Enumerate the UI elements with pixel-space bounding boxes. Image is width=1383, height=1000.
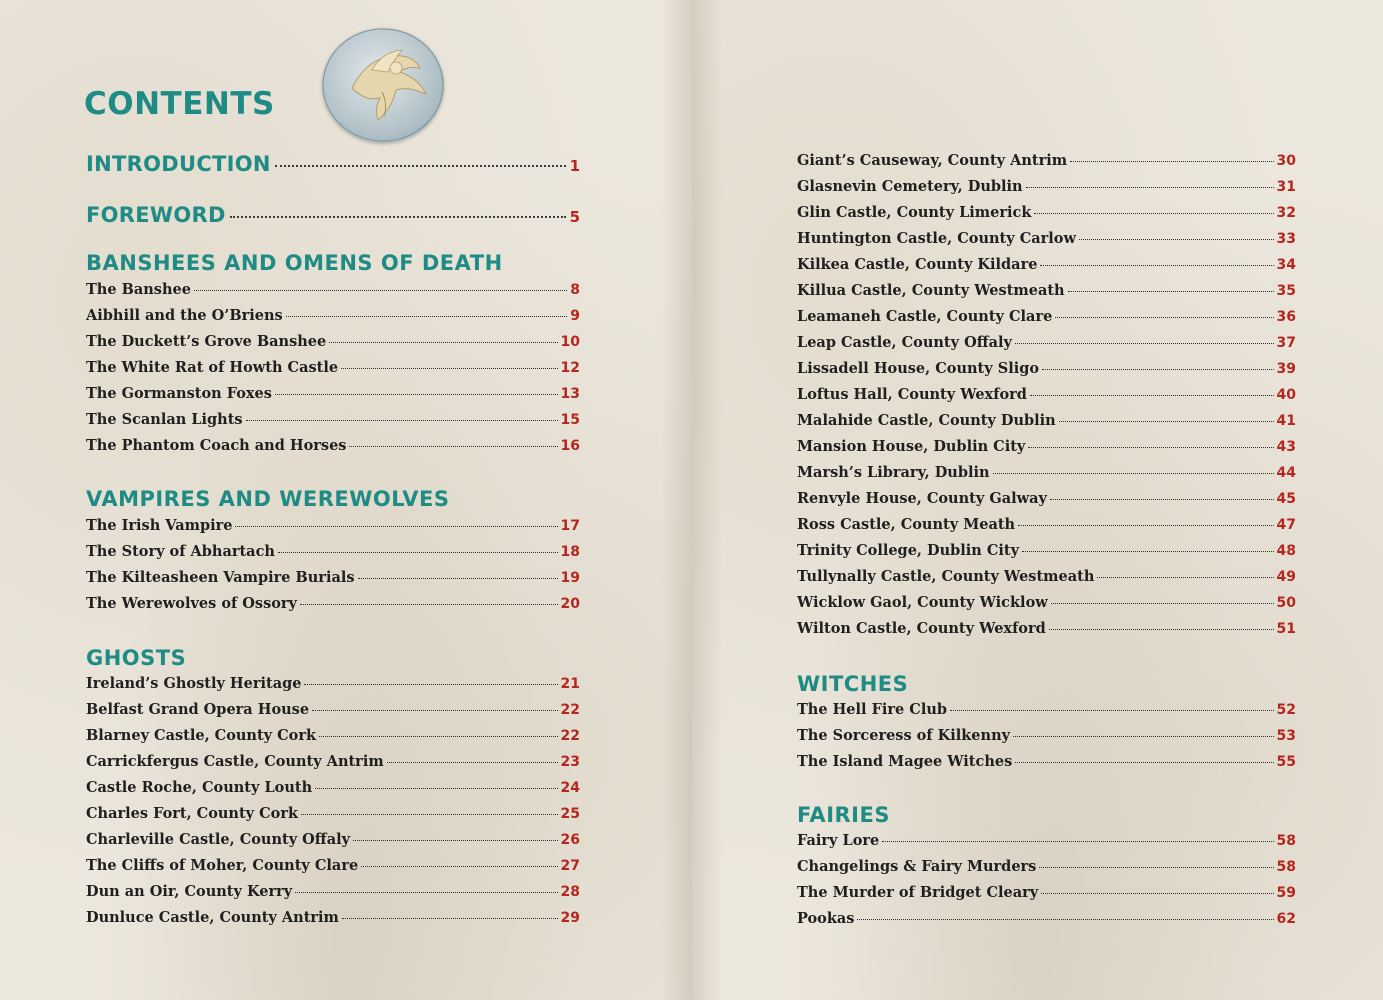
section-heading-witches: WITCHES	[797, 672, 909, 696]
toc-entry[interactable]	[86, 281, 580, 307]
page-number: 32	[1276, 205, 1296, 221]
dot-leader	[230, 216, 566, 218]
dot-leader	[1015, 762, 1273, 763]
entry-title: The Gormanston Foxes	[86, 385, 272, 402]
page-number: 20	[560, 596, 580, 612]
toc-entry[interactable]	[86, 569, 580, 595]
page-number: 44	[1276, 465, 1296, 481]
dot-leader	[1059, 421, 1274, 422]
entry-title: The Banshee	[86, 281, 191, 298]
foreword-label: FOREWORD	[86, 203, 226, 227]
toc-entry[interactable]	[86, 857, 580, 883]
entry-title: Charleville Castle, County Offaly	[86, 831, 351, 848]
entry-title: Wilton Castle, County Wexford	[797, 620, 1046, 637]
page-number: 55	[1276, 754, 1296, 770]
toc-entry[interactable]	[86, 831, 580, 857]
entry-title: The White Rat of Howth Castle	[86, 359, 339, 376]
dot-leader	[1070, 161, 1273, 162]
page-number: 48	[1276, 543, 1296, 559]
entry-title: Trinity College, Dublin City	[797, 542, 1020, 559]
dot-leader	[1049, 629, 1274, 630]
page-number: 17	[560, 518, 580, 534]
toc-entry[interactable]	[797, 464, 1296, 490]
toc-entry[interactable]	[797, 178, 1296, 204]
dot-leader	[1051, 603, 1274, 604]
entry-title: Tullynally Castle, County Westmeath	[797, 568, 1095, 585]
page-number: 62	[1276, 911, 1296, 927]
page-number: 31	[1276, 179, 1296, 195]
toc-entry[interactable]	[797, 516, 1296, 542]
entry-title: Dunluce Castle, County Antrim	[86, 909, 339, 926]
page-number: 19	[560, 570, 580, 586]
page-number: 12	[560, 360, 580, 376]
page-number: 15	[560, 412, 580, 428]
toc-entry[interactable]	[797, 858, 1296, 884]
toc-entry[interactable]	[797, 334, 1296, 360]
entry-title: Marsh’s Library, Dublin	[797, 464, 990, 481]
section-list-ghosts-continued	[797, 152, 1296, 646]
dot-leader	[329, 342, 557, 343]
dot-leader	[353, 840, 557, 841]
entry-title: The Island Magee Witches	[797, 753, 1013, 770]
page-number: 26	[560, 832, 580, 848]
entry-title: Leap Castle, County Offaly	[797, 334, 1012, 351]
dot-leader	[315, 788, 557, 789]
toc-entry[interactable]	[797, 204, 1296, 230]
toc-entry[interactable]	[86, 595, 580, 621]
dot-leader	[993, 473, 1274, 474]
page-number: 27	[560, 858, 580, 874]
toc-entry[interactable]	[86, 543, 580, 569]
section-heading-ghosts: GHOSTS	[86, 646, 187, 670]
dot-leader	[1068, 291, 1274, 292]
dot-leader	[301, 814, 557, 815]
entry-title: Fairy Lore	[797, 832, 880, 849]
page-number: 16	[560, 438, 580, 454]
dot-leader	[1034, 213, 1273, 214]
dot-leader	[275, 165, 566, 167]
entry-title: Glin Castle, County Limerick	[797, 204, 1032, 221]
entry-title: Malahide Castle, County Dublin	[797, 412, 1056, 429]
section-heading-fairies: FAIRIES	[797, 803, 890, 827]
page-number: 29	[560, 910, 580, 926]
dot-leader	[295, 892, 557, 893]
entry-title: Dun an Oir, County Kerry	[86, 883, 293, 900]
toc-entry[interactable]	[86, 307, 580, 333]
dot-leader	[278, 552, 558, 553]
entry-title: Huntington Castle, County Carlow	[797, 230, 1076, 247]
toc-entry[interactable]	[797, 884, 1296, 910]
dot-leader	[246, 420, 558, 421]
page-number: 59	[1276, 885, 1296, 901]
entry-title: Leamaneh Castle, County Clare	[797, 308, 1053, 325]
angel-relief-icon	[322, 28, 444, 143]
dot-leader	[1030, 395, 1274, 396]
toc-entry[interactable]	[797, 490, 1296, 516]
toc-entry[interactable]	[86, 805, 580, 831]
page-number: 13	[560, 386, 580, 402]
page-number: 39	[1276, 361, 1296, 377]
toc-entry[interactable]	[86, 779, 580, 805]
dot-leader	[1079, 239, 1274, 240]
dot-leader	[1018, 525, 1273, 526]
dot-leader	[361, 866, 557, 867]
page-number: 37	[1276, 335, 1296, 351]
toc-entry[interactable]	[797, 438, 1296, 464]
entry-title: Kilkea Castle, County Kildare	[797, 256, 1038, 273]
toc-entry[interactable]	[797, 152, 1296, 178]
entry-title: Giant’s Causeway, County Antrim	[797, 152, 1068, 169]
toc-entry[interactable]	[86, 411, 580, 437]
toc-entry[interactable]	[86, 675, 580, 701]
dot-leader	[1040, 265, 1273, 266]
toc-entry[interactable]	[797, 360, 1296, 386]
entry-title: The Werewolves of Ossory	[86, 595, 297, 612]
toc-entry[interactable]	[797, 594, 1296, 620]
dot-leader	[1026, 187, 1274, 188]
dot-leader	[349, 446, 557, 447]
page-number: 10	[560, 334, 580, 350]
toc-entry[interactable]	[797, 910, 1296, 936]
entry-title: Killua Castle, County Westmeath	[797, 282, 1065, 299]
page-number: 9	[570, 308, 580, 324]
entry-title: The Cliffs of Moher, County Clare	[86, 857, 359, 874]
entry-title: The Duckett’s Grove Banshee	[86, 333, 327, 350]
entry-title: Lissadell House, County Sligo	[797, 360, 1040, 377]
page-number: 28	[560, 884, 580, 900]
toc-entry[interactable]	[797, 753, 1296, 779]
page-number: 41	[1276, 413, 1296, 429]
page-title: CONTENTS	[84, 86, 275, 122]
entry-title: The Irish Vampire	[86, 517, 233, 534]
entry-title: Loftus Hall, County Wexford	[797, 386, 1027, 403]
page-number: 18	[560, 544, 580, 560]
entry-title: Changelings & Fairy Murders	[797, 858, 1037, 875]
entry-title: Belfast Grand Opera House	[86, 701, 310, 718]
dot-leader	[857, 919, 1273, 920]
dot-leader	[1042, 369, 1273, 370]
toc-entry[interactable]	[797, 568, 1296, 594]
page-number: 40	[1276, 387, 1296, 403]
page-number: 8	[570, 282, 580, 298]
dot-leader	[312, 710, 557, 711]
entry-title: The Phantom Coach and Horses	[86, 437, 347, 454]
toc-entry[interactable]	[86, 359, 580, 385]
page-number: 1	[569, 157, 580, 175]
page-number: 5	[569, 208, 580, 226]
dot-leader	[1041, 893, 1273, 894]
page-number: 47	[1276, 517, 1296, 533]
page-number: 58	[1276, 859, 1296, 875]
toc-entry[interactable]	[797, 256, 1296, 282]
toc-entry[interactable]	[797, 727, 1296, 753]
page-number: 53	[1276, 728, 1296, 744]
dot-leader	[950, 710, 1273, 711]
section-list-vampires	[86, 517, 580, 621]
entry-title: Carrickfergus Castle, County Antrim	[86, 753, 384, 770]
toc-entry[interactable]	[797, 542, 1296, 568]
section-list-ghosts	[86, 675, 580, 935]
dot-leader	[194, 290, 567, 291]
toc-entry[interactable]	[797, 230, 1296, 256]
page-number: 52	[1276, 702, 1296, 718]
introduction-label: INTRODUCTION	[86, 152, 271, 176]
section-heading-vampires: VAMPIRES AND WEREWOLVES	[86, 487, 450, 511]
dot-leader	[275, 394, 558, 395]
entry-title: The Kilteasheen Vampire Burials	[86, 569, 355, 586]
dot-leader	[1039, 867, 1273, 868]
toc-foreword[interactable]	[86, 203, 580, 227]
entry-title: Mansion House, Dublin City	[797, 438, 1026, 455]
toc-entry[interactable]	[86, 333, 580, 359]
section-list-fairies	[797, 832, 1296, 936]
dot-leader	[1022, 551, 1273, 552]
dot-leader	[304, 684, 557, 685]
dot-leader	[882, 841, 1273, 842]
dot-leader	[319, 736, 557, 737]
dot-leader	[358, 578, 558, 579]
dot-leader	[1015, 343, 1274, 344]
entry-title: Charles Fort, County Cork	[86, 805, 299, 822]
dot-leader	[341, 368, 557, 369]
page-number: 50	[1276, 595, 1296, 611]
entry-title: Ross Castle, County Meath	[797, 516, 1016, 533]
page-number: 21	[560, 676, 580, 692]
dot-leader	[235, 526, 557, 527]
toc-entry[interactable]	[797, 832, 1296, 858]
dot-leader	[387, 762, 558, 763]
dot-leader	[1055, 317, 1273, 318]
page-number: 22	[560, 728, 580, 744]
page-number: 45	[1276, 491, 1296, 507]
page-number: 58	[1276, 833, 1296, 849]
toc-introduction[interactable]	[86, 152, 580, 176]
page-number: 36	[1276, 309, 1296, 325]
toc-entry[interactable]	[86, 385, 580, 411]
entry-title: Renvyle House, County Galway	[797, 490, 1047, 507]
toc-entry[interactable]	[86, 701, 580, 727]
page-number: 49	[1276, 569, 1296, 585]
page-number: 35	[1276, 283, 1296, 299]
entry-title: Ireland’s Ghostly Heritage	[86, 675, 302, 692]
entry-title: Glasnevin Cemetery, Dublin	[797, 178, 1023, 195]
entry-title: Castle Roche, County Louth	[86, 779, 313, 796]
page-number: 43	[1276, 439, 1296, 455]
dot-leader	[286, 316, 568, 317]
entry-title: Pookas	[797, 910, 855, 927]
dot-leader	[1028, 447, 1273, 448]
dot-leader	[1013, 736, 1273, 737]
toc-entry[interactable]	[86, 909, 580, 935]
toc-entry[interactable]	[797, 701, 1296, 727]
entry-title: The Sorceress of Kilkenny	[797, 727, 1011, 744]
toc-entry[interactable]	[86, 727, 580, 753]
entry-title: Aibhill and the O’Briens	[86, 307, 283, 324]
toc-entry[interactable]	[797, 620, 1296, 646]
entry-title: Wicklow Gaol, County Wicklow	[797, 594, 1048, 611]
toc-entry[interactable]	[86, 883, 580, 909]
toc-entry[interactable]	[797, 282, 1296, 308]
toc-entry[interactable]	[86, 753, 580, 779]
entry-title: Blarney Castle, County Cork	[86, 727, 317, 744]
dot-leader	[1097, 577, 1273, 578]
page-number: 33	[1276, 231, 1296, 247]
page-number: 51	[1276, 621, 1296, 637]
toc-entry[interactable]	[797, 308, 1296, 334]
entry-title: The Story of Abhartach	[86, 543, 275, 560]
page-number: 23	[560, 754, 580, 770]
page-number: 34	[1276, 257, 1296, 273]
page-number: 30	[1276, 153, 1296, 169]
dot-leader	[342, 918, 558, 919]
page-number: 22	[560, 702, 580, 718]
page-number: 25	[560, 806, 580, 822]
toc-entry[interactable]	[86, 437, 580, 463]
dot-leader	[1050, 499, 1274, 500]
section-heading-banshees: BANSHEES AND OMENS OF DEATH	[86, 251, 503, 275]
toc-entry[interactable]	[797, 386, 1296, 412]
toc-entry[interactable]	[86, 517, 580, 543]
section-list-witches	[797, 701, 1296, 779]
dot-leader	[300, 604, 558, 605]
toc-entry[interactable]	[797, 412, 1296, 438]
page-number: 24	[560, 780, 580, 796]
entry-title: The Hell Fire Club	[797, 701, 948, 718]
entry-title: The Scanlan Lights	[86, 411, 243, 428]
entry-title: The Murder of Bridget Cleary	[797, 884, 1039, 901]
section-list-banshees	[86, 281, 580, 463]
